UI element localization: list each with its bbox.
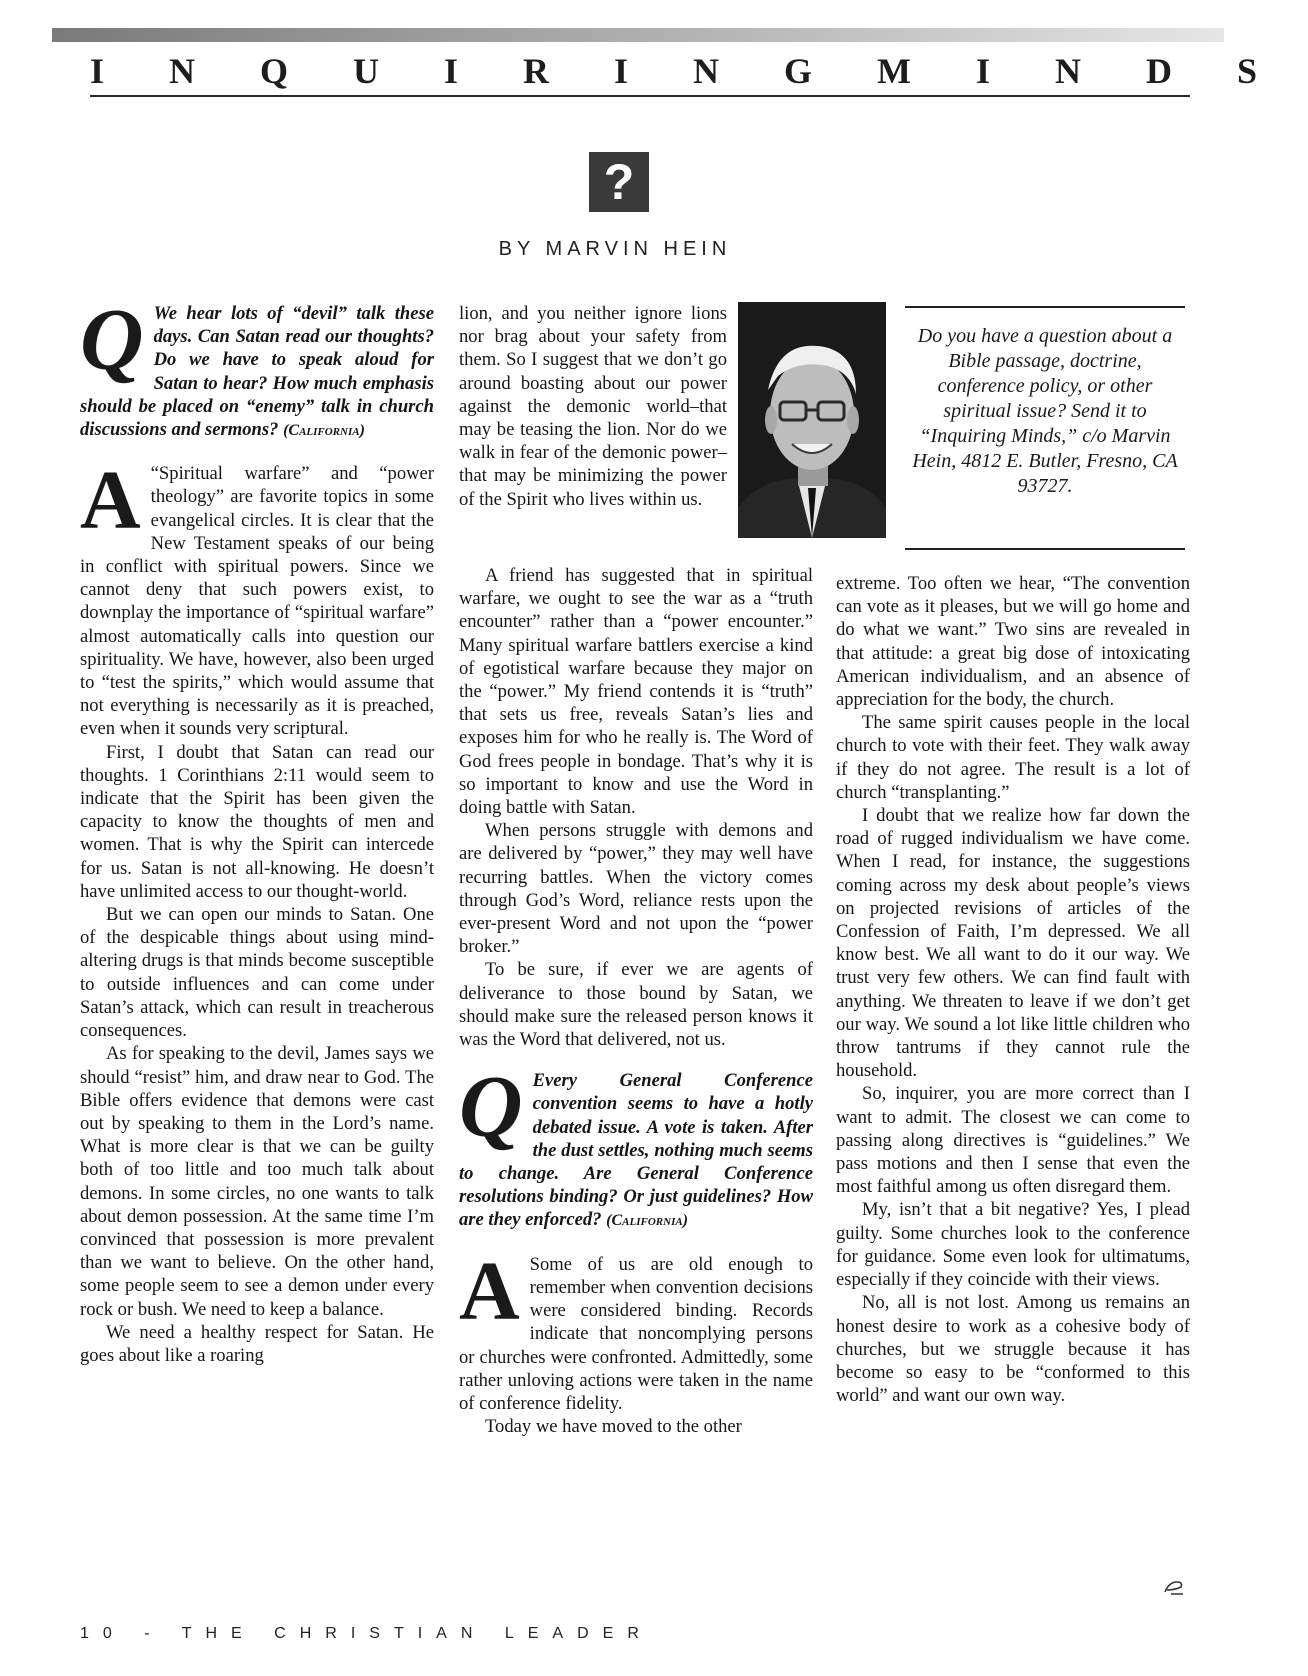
answer-2-paragraph-5: I doubt that we realize how far down the road of rugged individualism we have come. When I read, for instance, the suggestions coming across my desk about people’s views on projected revisions of articles of the Confession of Faith, I’m depressed. We all know best. We all want to do it our way. We trust very few others. We can find fault with anything. We threaten to leave if we don’t get our way. We sound a lot like little children who throw tantrums if they cannot rule the household. xyxy=(836,805,1190,1082)
answer-1-initial: A xyxy=(80,454,141,548)
answer-2-paragraph-3: extreme. Too often we hear, “The convention can vote as it pleases, but we will go home and do what we want.” Two sins are revealed in that attitude: a great big dose of intoxicating American individualism, and an absence of appreciation for the body, the church. xyxy=(836,573,1190,711)
answer-2-paragraph-8: No, all is not lost. Among us remains an honest desire to work as a cohesive body of churches, but we struggle because it has become so easy to be “conformed to this world” and want our own way. xyxy=(836,1292,1190,1407)
column-2 xyxy=(459,564,813,1438)
question-1-initial: Q xyxy=(80,292,144,389)
answer-2-paragraph-2: Today we have moved to the other xyxy=(485,1416,742,1438)
question-mark-icon: ? xyxy=(589,152,649,212)
column-2-top xyxy=(459,302,727,511)
top-decorative-bar xyxy=(52,28,1224,42)
question-2 xyxy=(459,1059,813,1232)
column-1 xyxy=(80,292,434,1367)
answer-1-paragraph-7: When persons struggle with demons and are delivered by “power,” they may well have recurring battles. When the victory comes through God’s Word, reliance rests upon the ever-present Word and not upon the “power broker.” xyxy=(459,820,813,958)
answer-1-paragraph-3: But we can open our minds to Satan. One of the despicable things about using mind-altering drugs is that minds become susceptible to outside influences and can come under Satan’s attack, which can result in treacherous consequences. xyxy=(80,904,434,1042)
answer-2-text: Some of us are old enough to remember when convention decisions were considered binding. Records indicate that noncomplying persons or churches were confronted. Admittedly, some rather unloving actions were taken in the name of conference fidelity. xyxy=(459,1253,813,1414)
question-1 xyxy=(80,292,434,442)
author-portrait-icon xyxy=(738,302,886,538)
page-footer: 10 - THE CHRISTIAN LEADER xyxy=(80,1625,653,1642)
question-1-text: We hear lots of “devil” talk these days. Can Satan read our thoughts? Do we have to speak aloud for Satan to hear? How much emphasis should be placed on “enemy” talk in church discussions and sermons? xyxy=(80,303,434,441)
answer-1-paragraph-5: We need a healthy respect for Satan. He goes about like a roaring xyxy=(80,1321,434,1366)
answer-1-paragraph-8: To be sure, if ever we are agents of deliverance to those bound by Satan, we should make sure the released person knows it was the Word that delivered, not us. xyxy=(459,959,813,1051)
masthead-title: I N Q U I R I N G M I N D S xyxy=(90,51,1286,91)
answer-1-continuation: lion, and you neither ignore lions nor brag about your safety from them. So I suggest that we don’t go around boasting about our power against the demonic world–that may be teasing the lion. Nor do we walk in fear of the demonic power–that may be minimizing the power of the Spirit who lives within us. xyxy=(459,303,727,510)
answer-1-paragraph-6: A friend has suggested that in spiritual warfare, we ought to see the war as a “truth encounter” rather than a “power encounter.” Many spiritual warfare battlers exercise a kind of egotistical warfare because they major on the “power.” My friend contends it is “truth” that sets us free, reveals Satan’s lies and exposes him for who he really is. The Word of God frees people in bondage. That’s why it is so important to know and use the Word in doing battle with Satan. xyxy=(459,565,813,819)
answer-2-initial: A xyxy=(459,1244,520,1338)
answer-2-paragraph-6: So, inquirer, you are more correct than I want to admit. The closest we can come to passing along directives is “guidelines.” We pass motions and then I sense that even the most faithful among us often disregard them. xyxy=(836,1083,1190,1198)
question-2-initial: Q xyxy=(459,1059,523,1157)
masthead-rule xyxy=(90,95,1190,97)
answer-2-paragraph xyxy=(459,1244,813,1415)
answer-2-paragraph-7: My, isn’t that a bit negative? Yes, I plead guilty. Some churches look to the conference for guidance. Some even look for ultimatums, especially if they coincide with their views. xyxy=(836,1199,1190,1291)
author-photo xyxy=(738,302,886,538)
end-mark-icon xyxy=(1163,1578,1185,1596)
answer-1-paragraph-2: First, I doubt that Satan can read our thoughts. 1 Corinthians 2:11 would seem to indicate that the Spirit has been given the capacity to know the thoughts of men and women. That is why the Spirit can intercede for us. Satan is not all-knowing. He doesn’t have unlimited access to our thought-world. xyxy=(80,741,434,902)
answer-2-paragraph-4: The same spirit causes people in the local church to vote with their feet. They walk away if they do not agree. The result is a lot of church “transplanting.” xyxy=(836,712,1190,803)
question-2-state: (California) xyxy=(606,1212,689,1230)
answer-1-text: “Spiritual warfare” and “power theology” are favorite topics in some evangelical circles. It is clear that the New Testament speaks of our being in conflict with spiritual powers. Since we cannot deny that such powers exist, to downplay the importance of “spiritual warfare” almost automatically calls into question our spirituality. We have, however, also been urged to “test the spirits,” which would assume that not everything is necessarily as it is preached, even when it sounds very scriptural. xyxy=(80,463,434,740)
answer-1-paragraph-4: As for speaking to the devil, James says we should “resist” him, and draw near to God. The Bible offers evidence that demons were cast out by speaking to them in the Lord’s name. What is more clear is that we can be guilty both of too little and too much talk about demons. In some circles, no one wants to talk about demon possession. At the same time I’m convinced that possession is more prevalent than we want to believe. On the other hand, some people seem to see a demon under every rock or bush. We need to keep a balance. xyxy=(80,1043,434,1320)
submission-info-text: Do you have a question about a Bible passage, doctrine, conference policy, or other spiritual issue? Send it to “Inquiring Minds,” c/o Marvin Hein, 4812 E. Butler, Fresno, CA 93727. xyxy=(912,325,1178,497)
column-3 xyxy=(836,572,1190,1407)
question-1-state: (California) xyxy=(283,422,365,440)
question-2-text: Every General Conference convention seems to have a hotly debated issue. A vote is taken. After the dust settles, nothing much seems to change. Are General Conference resolutions binding? Or just guidelines? How are they enforced? xyxy=(459,1070,813,1231)
byline: BY MARVIN HEIN xyxy=(498,238,732,260)
answer-1-paragraph xyxy=(80,454,434,740)
submission-info-box xyxy=(905,306,1185,550)
